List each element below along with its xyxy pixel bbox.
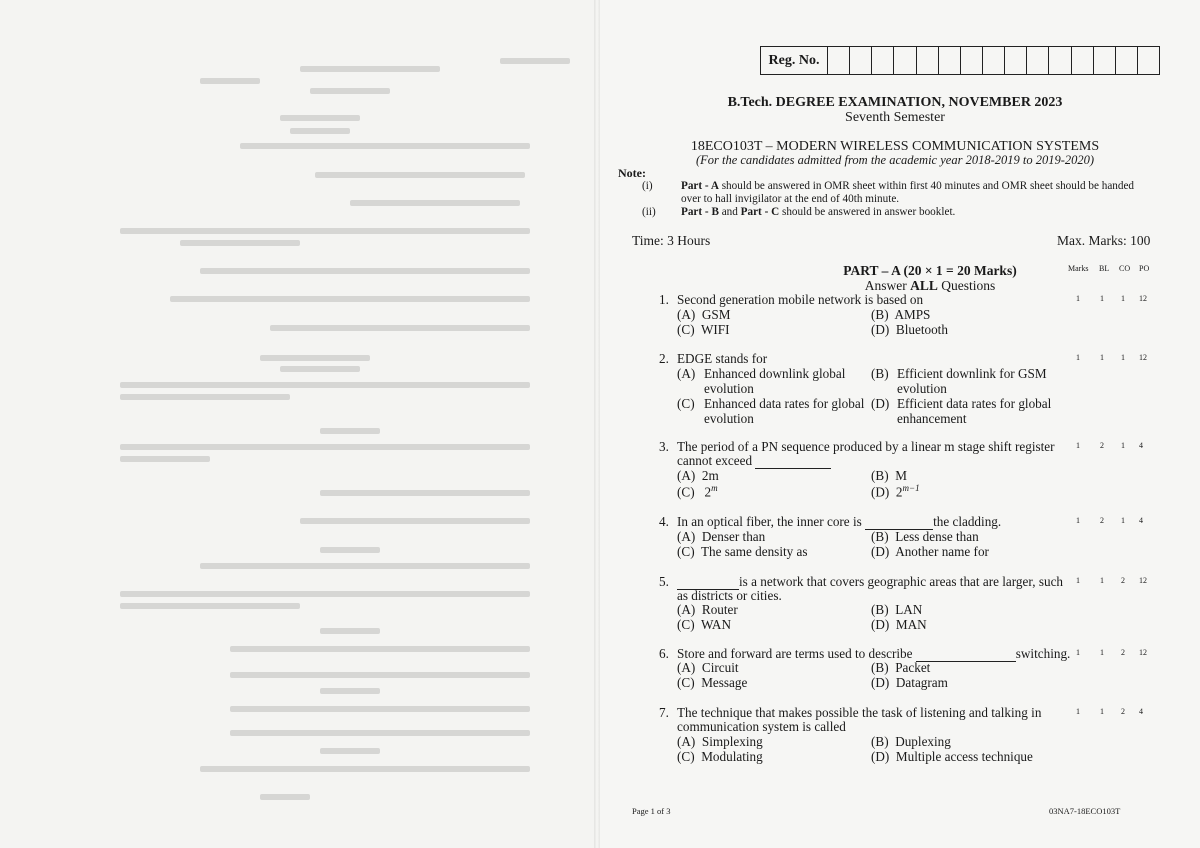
option-text: Simplexing bbox=[701, 734, 763, 749]
answer-all-pre: Answer bbox=[864, 278, 911, 293]
option-d bbox=[871, 483, 920, 500]
note-ii-num: (ii) bbox=[642, 206, 656, 218]
option-text: Modulating bbox=[701, 749, 763, 764]
q-text: Second generation mobile network is based on bbox=[677, 292, 924, 307]
option-b bbox=[871, 734, 951, 750]
option-a-label: (A) bbox=[677, 366, 696, 381]
course-title: 18ECO103T – MODERN WIRELESS COMMUNICATION SYSTEMS bbox=[690, 139, 1100, 154]
time-label: Time: 3 Hours bbox=[632, 233, 711, 248]
q-po: 12 bbox=[1139, 353, 1147, 362]
option-a-line2: evolution bbox=[704, 381, 754, 396]
q-po: 4 bbox=[1139, 516, 1143, 525]
option-a bbox=[677, 307, 731, 323]
option-d bbox=[871, 617, 927, 633]
option-label: (D) bbox=[871, 484, 890, 500]
q-marks: 1 bbox=[1076, 294, 1080, 303]
q-marks: 1 bbox=[1076, 648, 1080, 657]
note-ii-mid: and bbox=[718, 206, 741, 218]
option-label: (A) bbox=[677, 529, 696, 544]
max-marks-label: Max. Marks: 100 bbox=[1057, 233, 1151, 248]
q-marks: 1 bbox=[1076, 707, 1080, 716]
option-text-exp: m bbox=[711, 483, 718, 493]
reg-cell bbox=[1094, 47, 1116, 74]
q-text: EDGE stands for bbox=[677, 351, 768, 366]
reg-cell bbox=[872, 47, 894, 74]
option-label: (B) bbox=[871, 660, 889, 675]
option-d bbox=[871, 544, 989, 560]
option-label: (A) bbox=[677, 307, 696, 322]
answer-all-post: Questions bbox=[937, 278, 996, 293]
option-d bbox=[871, 322, 948, 338]
option-text: GSM bbox=[701, 307, 731, 322]
reg-cell bbox=[1116, 47, 1138, 74]
q-po: 12 bbox=[1139, 648, 1147, 657]
option-a bbox=[677, 734, 763, 750]
option-text: Packet bbox=[895, 660, 931, 675]
option-b bbox=[871, 468, 907, 484]
note-i-bold: Part - A bbox=[681, 180, 719, 192]
answer-all-bold: ALL bbox=[910, 278, 938, 293]
note-i bbox=[681, 180, 1134, 192]
option-text: AMPS bbox=[894, 307, 931, 322]
q-co: 1 bbox=[1121, 353, 1125, 362]
note-ii-text: should be answered in answer booklet. bbox=[779, 206, 956, 218]
left-page-bleedthrough bbox=[0, 0, 596, 848]
q-number: 6. bbox=[659, 646, 669, 661]
q-number: 4. bbox=[659, 514, 669, 529]
reg-cell bbox=[983, 47, 1005, 74]
option-text: Circuit bbox=[701, 660, 739, 675]
option-text: The same density as bbox=[700, 544, 808, 559]
blank-line bbox=[755, 456, 831, 469]
option-b-line2: evolution bbox=[897, 381, 947, 396]
q-po: 4 bbox=[1139, 441, 1143, 450]
q-marks: 1 bbox=[1076, 576, 1080, 585]
q-text-part1: Store and forward are terms used to describe bbox=[677, 646, 913, 661]
option-label: (A) bbox=[677, 734, 696, 749]
option-label: (B) bbox=[871, 734, 889, 749]
q-text-line1: The technique that makes possible the task of listening and talking in bbox=[677, 705, 1042, 720]
option-label: (D) bbox=[871, 544, 890, 559]
q-number: 1. bbox=[659, 292, 669, 307]
col-header-bl: BL bbox=[1099, 264, 1110, 273]
col-header-po: PO bbox=[1139, 264, 1150, 273]
option-text: LAN bbox=[895, 602, 923, 617]
q-co: 2 bbox=[1121, 707, 1125, 716]
option-text: WIFI bbox=[700, 322, 730, 337]
option-b bbox=[871, 602, 922, 618]
q-number: 7. bbox=[659, 705, 669, 720]
option-label: (B) bbox=[871, 307, 889, 322]
option-label: (A) bbox=[677, 660, 696, 675]
option-text: Datagram bbox=[895, 675, 948, 690]
q-text-line1: The period of a PN sequence produced by a linear m stage shift register bbox=[677, 439, 1055, 454]
option-label: (C) bbox=[677, 322, 695, 337]
option-b bbox=[871, 307, 930, 323]
option-text: M bbox=[895, 468, 907, 483]
option-text-base: 2 bbox=[895, 484, 903, 500]
option-d-line1: Efficient data rates for global bbox=[897, 396, 1052, 411]
note-ii bbox=[681, 206, 955, 218]
option-c-label: (C) bbox=[677, 396, 695, 411]
option-label: (D) bbox=[871, 617, 890, 632]
note-label: Note: bbox=[618, 166, 646, 180]
q-text-line2 bbox=[677, 453, 831, 469]
option-text: 2m bbox=[701, 468, 719, 483]
reg-no-label: Reg. No. bbox=[761, 47, 828, 74]
q-text-line2: as districts or cities. bbox=[677, 588, 782, 603]
q-bl: 1 bbox=[1100, 648, 1104, 657]
q-text-line1-text: is a network that covers geographic areas that are larger, such bbox=[739, 574, 1064, 589]
note-i-text: should be answered in OMR sheet within first 40 minutes and OMR sheet should be handed bbox=[718, 180, 1135, 192]
option-text-exp: m−1 bbox=[902, 483, 920, 493]
col-header-co: CO bbox=[1119, 264, 1131, 273]
note-i-num: (i) bbox=[642, 180, 653, 192]
option-label: (C) bbox=[677, 749, 695, 764]
option-label: (B) bbox=[871, 602, 889, 617]
q-co: 2 bbox=[1121, 576, 1125, 585]
q-number: 3. bbox=[659, 439, 669, 454]
q-text-line2: communication system is called bbox=[677, 719, 846, 734]
reg-cell bbox=[917, 47, 939, 74]
option-d-label: (D) bbox=[871, 396, 890, 411]
option-text: Message bbox=[701, 675, 748, 690]
option-text: Denser than bbox=[701, 529, 766, 544]
option-text: Less dense than bbox=[895, 529, 979, 544]
q-text-part2: the cladding. bbox=[933, 514, 1002, 529]
option-text: Bluetooth bbox=[895, 322, 948, 337]
option-a-line1: Enhanced downlink global bbox=[704, 366, 846, 381]
option-b-line1: Efficient downlink for GSM bbox=[897, 366, 1047, 381]
q-bl: 2 bbox=[1100, 516, 1104, 525]
note-i-line2: over to hall invigilator at the end of 40th minute. bbox=[681, 193, 900, 205]
candidates-note: (For the candidates admitted from the academic year 2018-2019 to 2019-2020) bbox=[695, 153, 1095, 167]
q-bl: 1 bbox=[1100, 576, 1104, 585]
q-number: 5. bbox=[659, 574, 669, 589]
option-c bbox=[677, 617, 731, 633]
option-label: (A) bbox=[677, 602, 696, 617]
option-label: (D) bbox=[871, 322, 890, 337]
q-marks: 1 bbox=[1076, 516, 1080, 525]
option-c-line2: evolution bbox=[704, 411, 754, 426]
reg-cell bbox=[1005, 47, 1027, 74]
reg-cell bbox=[894, 47, 916, 74]
exam-title: B.Tech. DEGREE EXAMINATION, NOVEMBER 2023 bbox=[727, 95, 1063, 110]
footer-code: 03NA7-18ECO103T bbox=[1049, 806, 1121, 816]
q-number: 2. bbox=[659, 351, 669, 366]
reg-cell bbox=[850, 47, 872, 74]
q-bl: 2 bbox=[1100, 441, 1104, 450]
option-a bbox=[677, 660, 739, 676]
q-text-part1: In an optical fiber, the inner core is bbox=[677, 514, 862, 529]
reg-cell bbox=[1072, 47, 1094, 74]
option-d bbox=[871, 749, 1033, 765]
option-label: (D) bbox=[871, 675, 890, 690]
option-a bbox=[677, 602, 738, 618]
col-header-marks: Marks bbox=[1068, 264, 1089, 273]
q-marks: 1 bbox=[1076, 353, 1080, 362]
option-a bbox=[677, 468, 719, 484]
option-c bbox=[677, 675, 747, 691]
option-label: (C) bbox=[677, 544, 695, 559]
option-d bbox=[871, 675, 948, 691]
option-label: (B) bbox=[871, 468, 889, 483]
option-c bbox=[677, 749, 763, 765]
q-text-line2-text: cannot exceed bbox=[677, 453, 753, 468]
q-text-part2: switching. bbox=[1015, 646, 1071, 661]
q-co: 1 bbox=[1121, 441, 1125, 450]
option-c bbox=[677, 544, 808, 560]
reg-cell bbox=[1049, 47, 1071, 74]
option-text: Duplexing bbox=[895, 734, 951, 749]
option-b bbox=[871, 529, 979, 545]
q-bl: 1 bbox=[1100, 707, 1104, 716]
option-d-line2: enhancement bbox=[897, 411, 967, 426]
option-text: MAN bbox=[895, 617, 927, 632]
q-bl: 1 bbox=[1100, 353, 1104, 362]
option-label: (C) bbox=[677, 617, 695, 632]
q-co: 1 bbox=[1121, 516, 1125, 525]
q-marks: 1 bbox=[1076, 441, 1080, 450]
reg-no-box bbox=[760, 46, 1160, 75]
option-label: (C) bbox=[677, 484, 695, 500]
note-ii-bold1: Part - B bbox=[681, 206, 719, 218]
reg-cell bbox=[939, 47, 961, 74]
option-b-label: (B) bbox=[871, 366, 889, 381]
blank-line bbox=[916, 649, 1016, 662]
footer-page-number: Page 1 of 3 bbox=[632, 806, 671, 816]
q-po: 12 bbox=[1139, 576, 1147, 585]
option-b bbox=[871, 660, 930, 676]
option-label: (D) bbox=[871, 749, 890, 764]
option-label: (C) bbox=[677, 675, 695, 690]
reg-cell bbox=[961, 47, 983, 74]
option-c-line1: Enhanced data rates for global bbox=[704, 396, 865, 411]
q-po: 4 bbox=[1139, 707, 1143, 716]
note-ii-bold2: Part - C bbox=[740, 206, 780, 218]
reg-cell bbox=[1027, 47, 1049, 74]
option-label: (B) bbox=[871, 529, 889, 544]
reg-cell bbox=[1138, 47, 1159, 74]
option-a bbox=[677, 529, 765, 545]
q-bl: 1 bbox=[1100, 294, 1104, 303]
reg-cell bbox=[828, 47, 850, 74]
option-text-base: 2 bbox=[704, 484, 712, 500]
q-co: 1 bbox=[1121, 294, 1125, 303]
option-c bbox=[677, 483, 718, 500]
part-a-title: PART – A (20 × 1 = 20 Marks) bbox=[843, 263, 1017, 278]
option-c bbox=[677, 322, 730, 338]
q-po: 12 bbox=[1139, 294, 1147, 303]
q-co: 2 bbox=[1121, 648, 1125, 657]
semester: Seventh Semester bbox=[845, 110, 945, 125]
option-label: (A) bbox=[677, 468, 696, 483]
option-text: Another name for bbox=[895, 544, 989, 559]
q-text bbox=[677, 514, 1001, 530]
option-text: WAN bbox=[700, 617, 731, 632]
option-text: Router bbox=[701, 602, 738, 617]
option-text: Multiple access technique bbox=[895, 749, 1033, 764]
